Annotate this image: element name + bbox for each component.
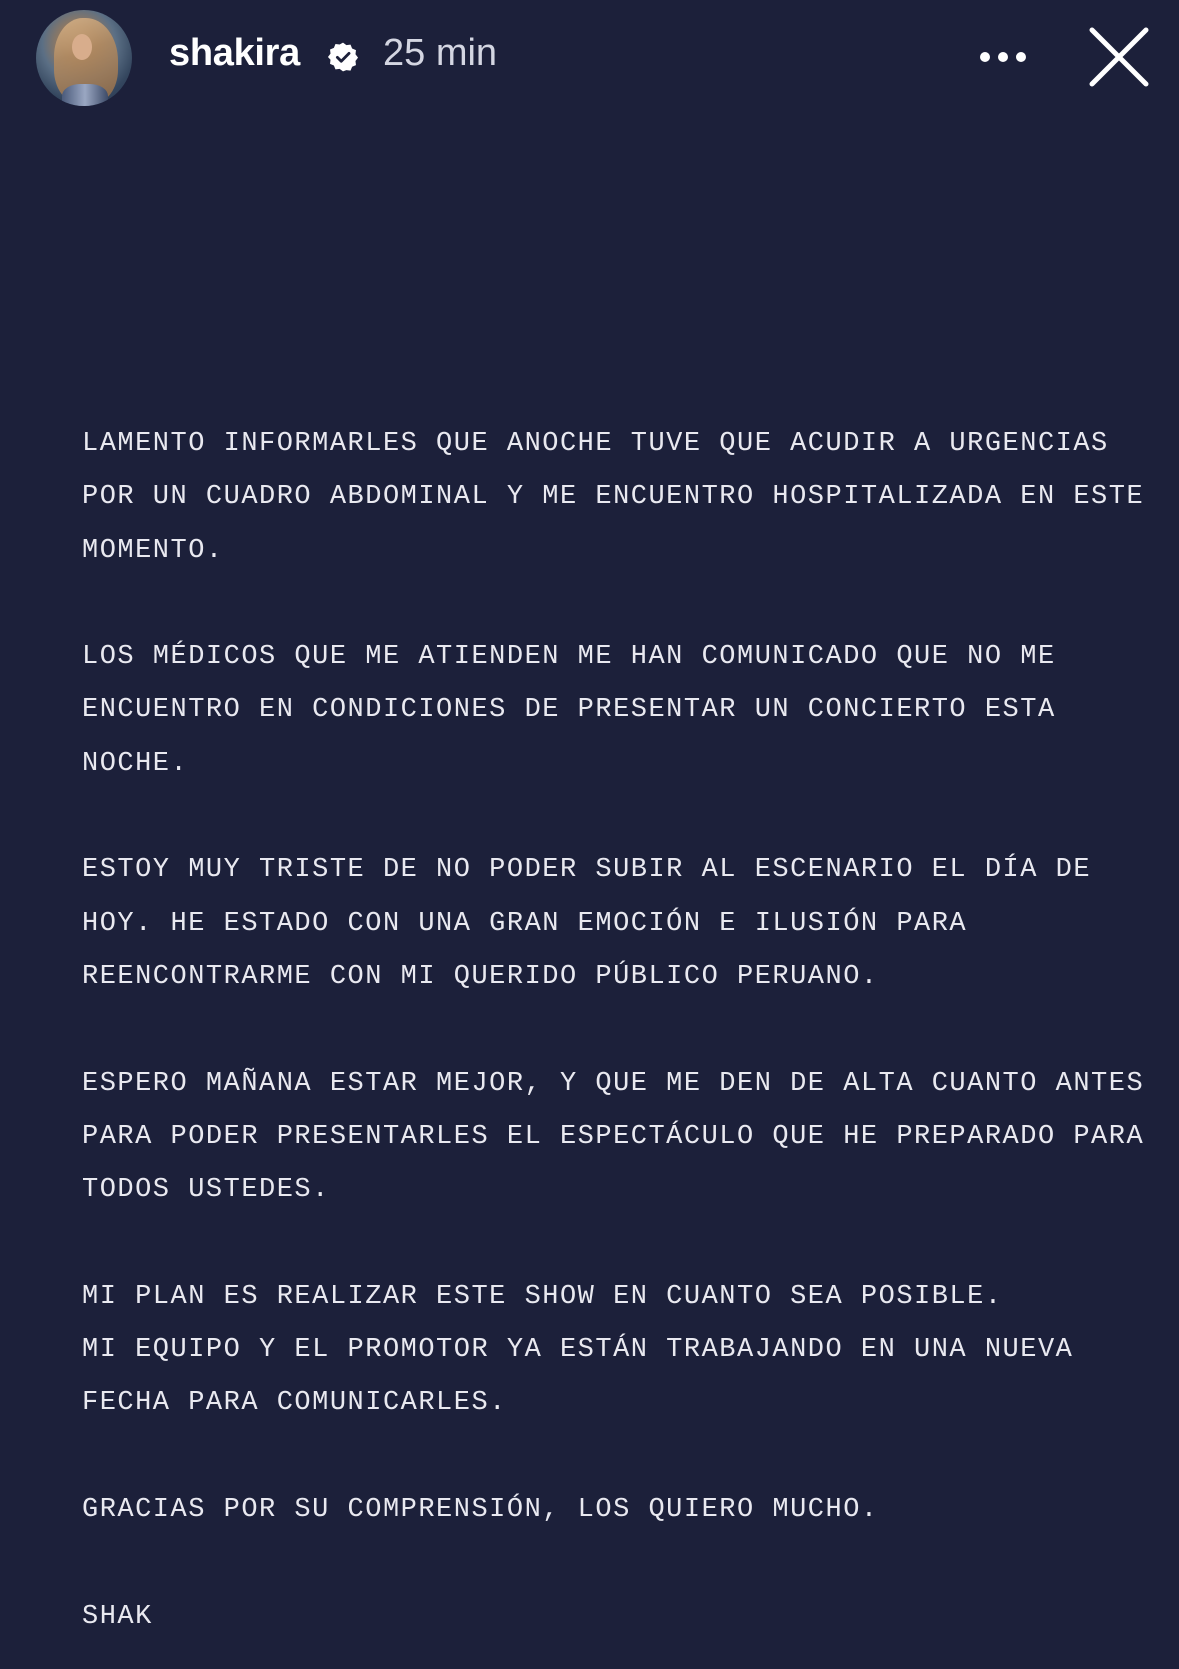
story-header bbox=[0, 0, 1179, 115]
story-text-body bbox=[82, 418, 1145, 1644]
story-paragraph-1 bbox=[82, 418, 1145, 578]
story-paragraph-6 bbox=[82, 1484, 1142, 1537]
story-line: GRACIAS POR SU COMPRENSIÓN, LOS QUIERO MUCHO. bbox=[82, 1494, 879, 1525]
more-horizontal-icon-dot bbox=[998, 52, 1008, 62]
story-line: REENCONTRARME CON MI QUERIDO PÚBLICO PERUANO. bbox=[82, 961, 879, 992]
story-line: SHAK bbox=[82, 1601, 153, 1632]
story-line: ESTOY MUY TRISTE DE NO PODER SUBIR AL ESCENARIO EL DÍA DE bbox=[82, 855, 1092, 886]
story-paragraph-5 bbox=[82, 1271, 1142, 1431]
story-line: ENCUENTRO EN CONDICIONES DE PRESENTAR UN CONCIERTO ESTA bbox=[82, 695, 1056, 726]
story-paragraph-4 bbox=[82, 1058, 1145, 1218]
avatar[interactable] bbox=[36, 10, 132, 106]
more-options-button[interactable] bbox=[970, 40, 1036, 74]
story-line: LAMENTO INFORMARLES QUE ANOCHE TUVE QUE ACUDIR A URGENCIAS bbox=[82, 429, 1109, 459]
story-timestamp: 25 min bbox=[383, 32, 498, 74]
story-line: TODOS USTEDES. bbox=[82, 1175, 330, 1206]
story-line: MI PLAN ES REALIZAR ESTE SHOW EN CUANTO SEA POSIBLE. bbox=[82, 1281, 1003, 1312]
story-line: NOCHE. bbox=[82, 748, 189, 779]
avatar-dress-shape bbox=[62, 84, 108, 106]
story-line: LOS MÉDICOS QUE ME ATIENDEN ME HAN COMUNICADO QUE NO ME bbox=[82, 642, 1056, 673]
more-horizontal-icon-dot bbox=[1016, 52, 1026, 62]
close-icon[interactable] bbox=[1084, 22, 1154, 92]
story-line: FECHA PARA COMUNICARLES. bbox=[82, 1388, 507, 1419]
avatar-face-shape bbox=[72, 34, 92, 60]
story-paragraph-2 bbox=[82, 631, 1142, 791]
username-link[interactable]: shakira bbox=[169, 32, 300, 74]
story-line: PARA PODER PRESENTARLES EL ESPECTÁCULO QUE HE PREPARADO PARA bbox=[82, 1121, 1145, 1152]
story-line: ESPERO MAÑANA ESTAR MEJOR, Y QUE ME DEN DE ALTA CUANTO ANTES bbox=[82, 1068, 1145, 1099]
more-horizontal-icon-dot bbox=[980, 52, 990, 62]
story-line: MOMENTO. bbox=[82, 535, 224, 566]
story-signature bbox=[82, 1591, 1142, 1644]
story-line: MI EQUIPO Y EL PROMOTOR YA ESTÁN TRABAJANDO EN UNA NUEVA bbox=[82, 1335, 1074, 1366]
verified-badge-icon bbox=[327, 41, 359, 73]
story-line: HOY. HE ESTADO CON UNA GRAN EMOCIÓN E ILUSIÓN PARA bbox=[82, 908, 968, 939]
story-line: POR UN CUADRO ABDOMINAL Y ME ENCUENTRO HOSPITALIZADA EN ESTE bbox=[82, 482, 1145, 513]
story-paragraph-3 bbox=[82, 844, 1142, 1004]
